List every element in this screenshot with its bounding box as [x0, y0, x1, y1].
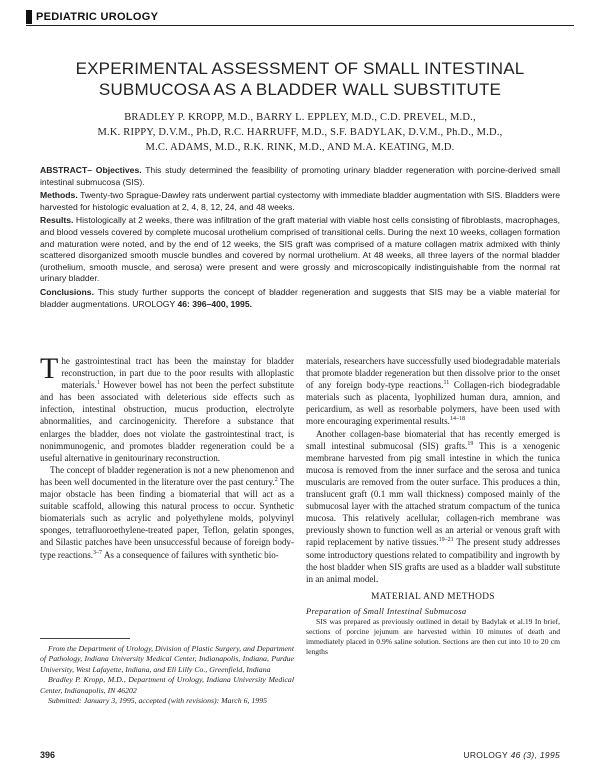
citation-journal: UROLOGY	[132, 298, 176, 309]
ref-superscript: 2	[274, 476, 278, 483]
authors-line-1: BRADLEY P. KROPP, M.D., BARRY L. EPPLEY, M.D., C.D. PREVEL, M.D.,	[124, 112, 476, 123]
section-label: PEDIATRIC UROLOGY	[36, 11, 159, 23]
intro-paragraph-4	[306, 428, 560, 585]
conclusions-label: Conclusions.	[40, 286, 94, 297]
intro-paragraph-2	[40, 464, 294, 561]
submission-dates: Submitted: January 3, 1995, accepted (with revisions): March 6, 1995	[48, 696, 267, 706]
abstract-lead: ABSTRACT	[40, 165, 88, 175]
methods-text: Twenty-two Sprague-Dawley rats underwent partial cystectomy with immediate bladder augmentation with SIS. Bladders were harvested for histologic evaluation at 2, 4, 8, 12, 24, and 48 weeks.	[40, 190, 561, 212]
footer-volume: 46 (3), 1995	[510, 750, 560, 760]
ref-superscript: 19	[467, 440, 474, 447]
citation-details: 46: 396–400, 1995.	[177, 298, 252, 309]
abstract-objectives: ABSTRACT– Objectives. This study determined the feasibility of promoting urinary bladder regeneration with porcine-derived small intestinal submucosa (SIS).	[40, 165, 560, 187]
authors-line-2: M.K. RIPPY, D.V.M., Ph.D, R.C. HARRUFF, M.D., S.F. BADYLAK, D.V.M., Ph.D., M.D.,	[97, 127, 503, 138]
ref-superscript: 14–18	[449, 416, 465, 423]
drop-cap: T	[40, 352, 59, 385]
article-title	[40, 58, 560, 100]
journal-footer	[463, 750, 560, 760]
footnote-rule	[40, 638, 130, 639]
intro-text-2b: The major obstacle has been finding a biomaterial that will act as a suitable scaffold, allowing this natural process to occur. Synthetic biomaterials such as acrylic and polyethylene molds, polyvinyl sponges, tetrafluoroethylene-treated paper, Teflon, gelatin sponges, and Silastic patches have been unsuccessful because of foreign body-type reactions.	[40, 476, 295, 560]
intro-text-4b: This is a xenogenic membrane harvested from pig small intestine in which the tunica mucosa is removed from the inner surface and the serosa and tunica muscularis are removed from the outer surface. This produces a thin, translucent graft (0.1 mm wall thickness) composed mainly of the submucosal layer with the attached stratum compactum of the tunica mucosa. This relatively acellular, collagen-rich membrane was previously shown to function well as an arterial or venous graft with rapid replacement by native tissues.	[306, 440, 561, 548]
conclusions-text: This study further supports the concept of bladder regeneration and suggests that SIS may be a viable material for bladder augmentations.	[40, 286, 560, 309]
intro-text-1a: he gastrointestinal tract has been the mainstay for bladder reconstruction, in part due to the poor results with alloplastic materials.	[61, 356, 294, 391]
abstract-conclusions	[40, 287, 560, 310]
ref-superscript: 3–7	[93, 549, 103, 556]
intro-text-2c: As a consequence of failures with synthetic bio-	[103, 549, 279, 560]
title-line-2: SUBMUCOSA AS A BLADDER WALL SUBSTITUTE	[98, 80, 502, 99]
body-column-right	[306, 355, 560, 657]
correspondence-text: Bradley P. Kropp, M.D., Department of Urology, Indiana University Medical Center, Indianapolis, IN 46202	[40, 675, 294, 695]
authors-line-3: M.C. ADAMS, M.D., R.K. RINK, M.D., AND M.A. KEATING, M.D.	[145, 142, 455, 153]
section-marker	[26, 10, 32, 24]
methods-label: Methods.	[40, 190, 78, 201]
intro-text-3b: Collagen-rich biodegradable materials such as placenta, lyophilized human dura, amnion, and pericardium, as well as resorbable polymers, have been used with more encouraging experimental results.	[306, 380, 561, 427]
objectives-label: Objectives.	[95, 165, 142, 175]
intro-text-3a: materials, researchers have successfully used biodegradable materials that promote bladder regeneration but then dissolve prior to the onset of any foreign body-type reactions.	[306, 356, 560, 391]
page-number: 396	[40, 750, 56, 760]
results-label: Results.	[40, 215, 74, 226]
intro-paragraph-1	[40, 352, 294, 464]
body-column-left	[40, 352, 295, 561]
affiliation-text: From the Department of Urology, Division of Plastic Surgery, and Department of Pathology, Indiana University Medical Center, Indianapolis, Indiana, Purdue University, West Lafayette, Indiana, and Eli Lilly Co., Greenfield, Indiana	[40, 644, 294, 674]
methods-paragraph: SIS was prepared as previously outlined in detail by Badylak et al.19 In brief, sections of porcine jejunum are harvested within 10 minutes of death and immediately placed in 0.9% saline solution. Sections are then cut into 10 to 20 cm lengths	[306, 616, 560, 656]
abstract-methods	[40, 190, 560, 213]
intro-text-1b: However bowel has not been the perfect substitute and has been associated with deleterious side effects such as infection, intestinal obstruction, mucus production, electrolyte abnormalities, and carcinogenicity. Therefore a substance that enlarges the bladder, does not violate the gastrointestinal tract, is nonimmunogenic, and promotes bladder regeneration could be a useful alternative in genitourinary reconstruction.	[40, 380, 294, 463]
intro-text-2a: The concept of bladder regeneration is not a new phenomenon and has been well documented in the literature over the past century.	[40, 464, 294, 487]
intro-text-4a: Another collagen-base biomaterial that has recently emerged is small intestinal submucosal (SIS) grafts.	[306, 428, 560, 451]
ref-superscript: 19–21	[438, 537, 454, 544]
methods-subheading: Preparation of Small Intestinal Submucosa	[306, 605, 467, 616]
author-list	[60, 110, 540, 155]
abstract-results	[40, 215, 560, 285]
title-line-1: EXPERIMENTAL ASSESSMENT OF SMALL INTESTINAL	[75, 59, 525, 78]
footer-journal: UROLOGY	[463, 750, 508, 760]
abstract	[40, 165, 560, 312]
objectives-text: This study determined the feasibility of promoting urinary bladder regeneration with porcine-derived small intestinal submucosa (SIS).	[40, 165, 560, 187]
section-header	[26, 8, 574, 26]
intro-paragraph-3	[306, 355, 560, 428]
ref-superscript: 1	[96, 380, 100, 387]
results-text: Histologically at 2 weeks, there was infiltration of the graft material with viable host cells consisting of fibroblasts, macrophages, and blood vessels covered by complete mucosal urothelium comprised of transitional cells. During the next 10 weeks, collagen formation and maturation were noted, and by the end of 12 weeks, the SIS graft was comprised of a mature collagen matrix admixed with thinly scattered disorganized smooth muscle bundles and covered by normal urothelium. At 48 weeks, all three layers of the normal bladder (urothelium, smooth muscle, and serosa) were present and were grossly and microscopically indistinguishable from the normal rat urinary bladder.	[40, 215, 560, 284]
intro-text-4c: The present study addresses some introductory questions related to compatibility and ingrowth by the host bladder when SIS grafts are used as a bladder wall substitute in an animal model.	[306, 537, 560, 584]
affiliation-footnote	[40, 644, 294, 706]
methods-heading: MATERIAL AND METHODS	[371, 591, 495, 602]
ref-superscript: 11	[443, 380, 450, 387]
